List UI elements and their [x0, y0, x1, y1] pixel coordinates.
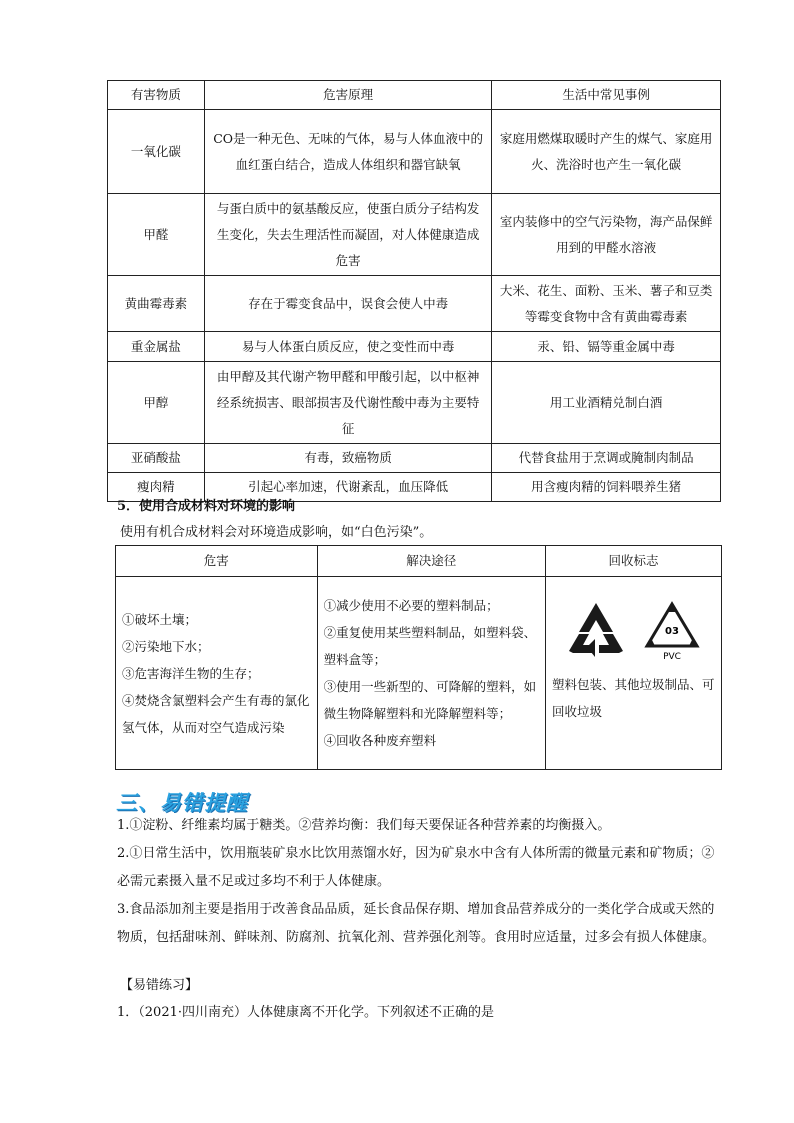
example-cell: 家庭用燃煤取暖时产生的煤气、家庭用火、洗浴时也产生一氧化碳 — [492, 110, 721, 194]
principle-cell: 易与人体蛋白质反应，使之变性而中毒 — [204, 332, 492, 362]
pvc-code: 03 — [664, 626, 679, 637]
harms-cell — [116, 577, 318, 770]
solution-item: ①减少使用不必要的塑料制品； — [323, 598, 499, 613]
substance-cell: 黄曲霉毒素 — [108, 276, 205, 332]
example-cell: 室内装修中的空气污染物，海产品保鲜用到的甲醛水溶液 — [492, 194, 721, 276]
solution-item: ④回收各种废弃塑料 — [323, 733, 437, 748]
harm-item: ①破坏土壤； — [122, 611, 198, 627]
principle-cell: 引起心率加速，代谢紊乱，血压降低 — [204, 473, 492, 502]
table-row — [108, 444, 721, 473]
harm-item: ②污染地下水； — [122, 638, 210, 654]
example-cell: 汞、铅、镉等重金属中毒 — [492, 332, 721, 362]
substance-cell: 重金属盐 — [108, 332, 205, 362]
note-2: 2.①日常生活中，饮用瓶装矿泉水比饮用蒸馏水好，因为矿泉水中含有人体所需的微量元素和矿物质；②必需元素摄入量不足或过多均不利于人体健康。 — [117, 846, 715, 889]
plastic-pollution-table — [115, 545, 722, 770]
table-header-row — [108, 81, 721, 110]
table-row — [108, 110, 721, 194]
table-header-row — [116, 546, 722, 577]
substance-cell: 甲醛 — [108, 194, 205, 276]
pvc-label: PVC — [662, 652, 681, 662]
section-5-heading: 5．使用合成材料对环境的影响 — [117, 499, 296, 514]
substance-cell: 甲醇 — [108, 362, 205, 444]
principle-cell: CO是一种无色、无味的气体，易与人体血液中的血红蛋白结合，造成人体组织和器官缺氧 — [204, 110, 492, 194]
section-3-title: 三、易错提醒 — [116, 791, 248, 815]
header-recycle: 回收标志 — [546, 546, 722, 577]
table-row — [116, 577, 722, 770]
principle-cell: 与蛋白质中的氨基酸反应，使蛋白质分子结构发生变化，失去生理活性而凝固，对人体健康造成危害 — [204, 194, 492, 276]
substance-cell: 亚硝酸盐 — [108, 444, 205, 473]
solution-item: ②重复使用某些塑料制品，如塑料袋、塑料盒等； — [323, 625, 537, 667]
recycle-symbol-icon — [565, 601, 627, 659]
example-cell: 大米、花生、面粉、玉米、薯子和豆类等霉变食物中含有黄曲霉毒素 — [492, 276, 721, 332]
substance-cell: 一氧化碳 — [108, 110, 205, 194]
note-3: 3.食品添加剂主要是指用于改善食品品质，延长食品保存期、增加食品营养成分的一类化学合成或天然的物质，包括甜味剂、鲜味剂、防腐剂、抗氧化剂、营养强化剂等。食用时应适量，过多会有损人体健康。 — [117, 902, 716, 945]
substance-cell: 瘦肉精 — [108, 473, 205, 502]
note-1: 1.①淀粉、纤维素均属于糖类。②营养均衡：我们每天要保证各种营养素的均衡摄入。 — [117, 818, 611, 833]
example-cell: 代替食盐用于烹调或腌制肉制品 — [492, 444, 721, 473]
section-5-intro: 使用有机合成材料会对环境造成影响，如“白色污染”。 — [120, 525, 433, 540]
principle-cell: 由甲醇及其代谢产物甲醛和甲酸引起，以中枢神经系统损害、眼部损害及代谢性酸中毒为主要特征 — [204, 362, 492, 444]
header-solution: 解决途径 — [317, 546, 545, 577]
principle-cell: 存在于霉变食品中，误食会使人中毒 — [204, 276, 492, 332]
principle-cell: 有毒，致癌物质 — [204, 444, 492, 473]
example-cell: 用工业酒精兑制白酒 — [492, 362, 721, 444]
solution-item: ③使用一些新型的、可降解的塑料，如微生物降解塑料和光降解塑料等； — [323, 679, 537, 721]
harmful-substances-table — [107, 80, 721, 502]
header-principle: 危害原理 — [204, 81, 492, 110]
example-cell: 用含瘦肉精的饲料喂养生猪 — [492, 473, 721, 502]
pvc-recycle-icon — [641, 601, 703, 663]
table-row — [108, 332, 721, 362]
question-1: 1．（2021·四川南充）人体健康离不开化学。下列叙述不正确的是 — [117, 1005, 494, 1020]
recycle-note: 塑料包装、其他垃圾制品、可回收垃圾 — [552, 677, 715, 719]
table-row — [108, 194, 721, 276]
header-example: 生活中常见事例 — [492, 81, 721, 110]
table-row — [108, 276, 721, 332]
harm-item: ④焚烧含氯塑料会产生有毒的氯化氢气体，从而对空气造成污染 — [122, 692, 310, 735]
practice-tag: 【易错练习】 — [120, 978, 199, 993]
header-harm: 危害 — [116, 546, 318, 577]
header-substance: 有害物质 — [108, 81, 205, 110]
solutions-cell — [317, 577, 545, 770]
harm-item: ③危害海洋生物的生存； — [122, 665, 260, 681]
recycle-cell — [546, 577, 722, 770]
table-row — [108, 362, 721, 444]
